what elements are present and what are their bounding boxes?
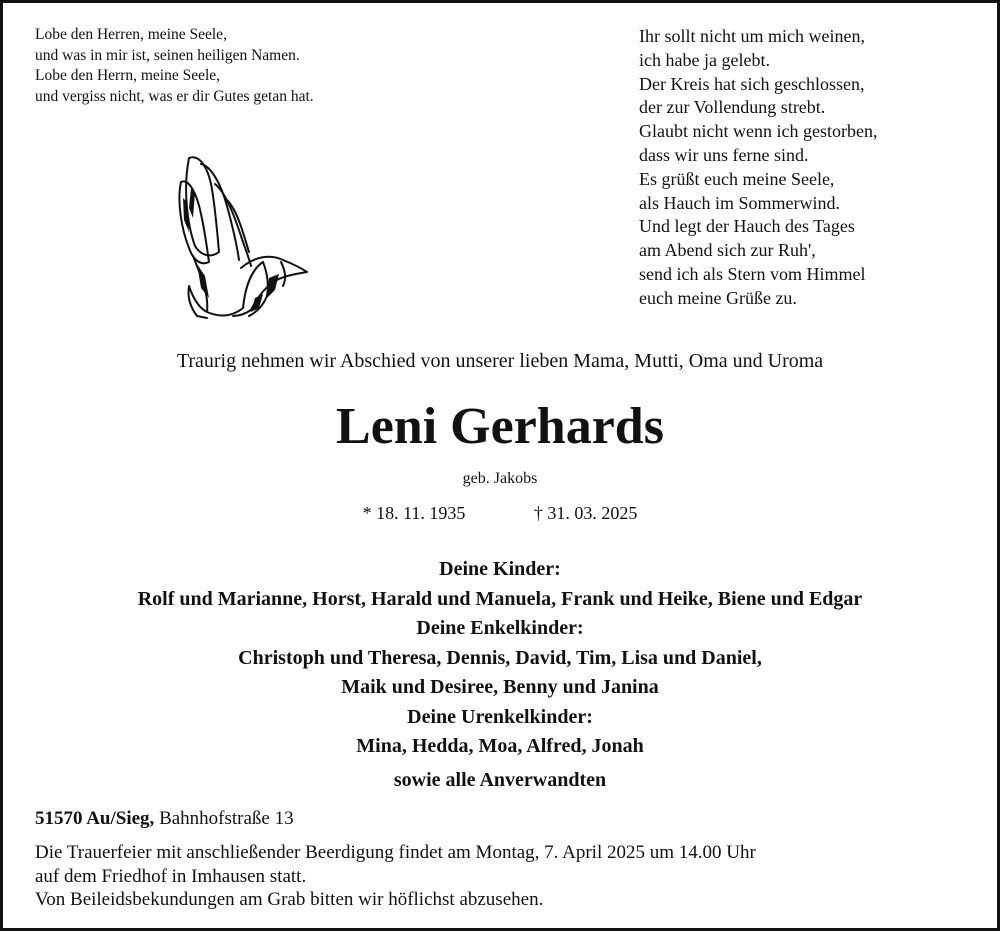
poem-line: am Abend sich zur Ruh', [639, 240, 816, 261]
funeral-info-line: auf dem Friedhof in Imhausen statt. [35, 865, 307, 887]
poem-line: der zur Vollendung strebt. [639, 97, 826, 118]
maiden-name: geb. Jakobs [462, 470, 538, 487]
psalm-line: und vergiss nicht, was er dir Gutes getan hat. [35, 87, 314, 105]
poem-line: Und legt der Hauch des Tages [639, 216, 855, 237]
farewell-poem [639, 25, 877, 311]
children-names: Rolf und Marianne, Horst, Harald und Manuela, Frank und Heike, Biene und Edgar [137, 587, 863, 610]
deceased-name: Leni Gerhards [336, 398, 664, 455]
life-dates [3, 501, 997, 525]
funeral-info [35, 841, 756, 912]
poem-line: ich habe ja gelebt. [639, 49, 770, 70]
great-grandchildren-heading: Deine Urenkelkinder: [407, 705, 593, 728]
poem-line: dass wir uns ferne sind. [639, 144, 809, 165]
funeral-info-line: Die Trauerfeier mit anschließender Beerdigung findet am Montag, 7. April 2025 um 14.00 Uhr [35, 842, 756, 863]
poem-line: Ihr sollt nicht um mich weinen, [639, 26, 865, 46]
poem-line: send ich als Stern vom Himmel [639, 263, 866, 284]
poem-line: Der Kreis hat sich geschlossen, [639, 73, 865, 94]
grandchildren-names: Maik und Desiree, Benny und Janina [341, 676, 659, 698]
poem-line: Es grüßt euch meine Seele, [639, 168, 835, 189]
psalm-line: Lobe den Herrn, meine Seele, [35, 67, 221, 84]
psalm-verse [35, 25, 314, 107]
children-heading: Deine Kinder: [439, 558, 561, 580]
great-grandchildren-names: Mina, Hedda, Moa, Alfred, Jonah [356, 735, 644, 757]
poem-line: euch meine Grüße zu. [639, 287, 797, 308]
death-date: † 31. 03. 2025 [533, 503, 638, 523]
farewell-intro: Traurig nehmen wir Abschied von unserer lieben Mama, Mutti, Oma und Uroma [176, 350, 824, 372]
poem-line: Glaubt nicht wenn ich gestorben, [639, 121, 878, 142]
funeral-info-line: Von Beileidsbekundungen am Grab bitten wir höflichst abzusehen. [35, 889, 544, 910]
relatives-line: sowie alle Anverwandten [393, 768, 607, 791]
mourners-list [3, 555, 997, 795]
poem-line: als Hauch im Sommerwind. [639, 192, 840, 213]
family-address [35, 807, 294, 831]
psalm-line: Lobe den Herren, meine Seele, [35, 26, 227, 43]
address-street: Bahnhofstraße 13 [159, 808, 294, 829]
psalm-line: und was in mir ist, seinen heiligen Namen. [35, 46, 300, 64]
praying-hands-icon [171, 148, 311, 328]
grandchildren-names: Christoph und Theresa, Dennis, David, Tim, Lisa und Daniel, [238, 646, 762, 669]
birth-date: * 18. 11. 1935 [362, 503, 466, 523]
address-city: 51570 Au/Sieg, [35, 808, 155, 829]
grandchildren-heading: Deine Enkelkinder: [416, 617, 584, 639]
